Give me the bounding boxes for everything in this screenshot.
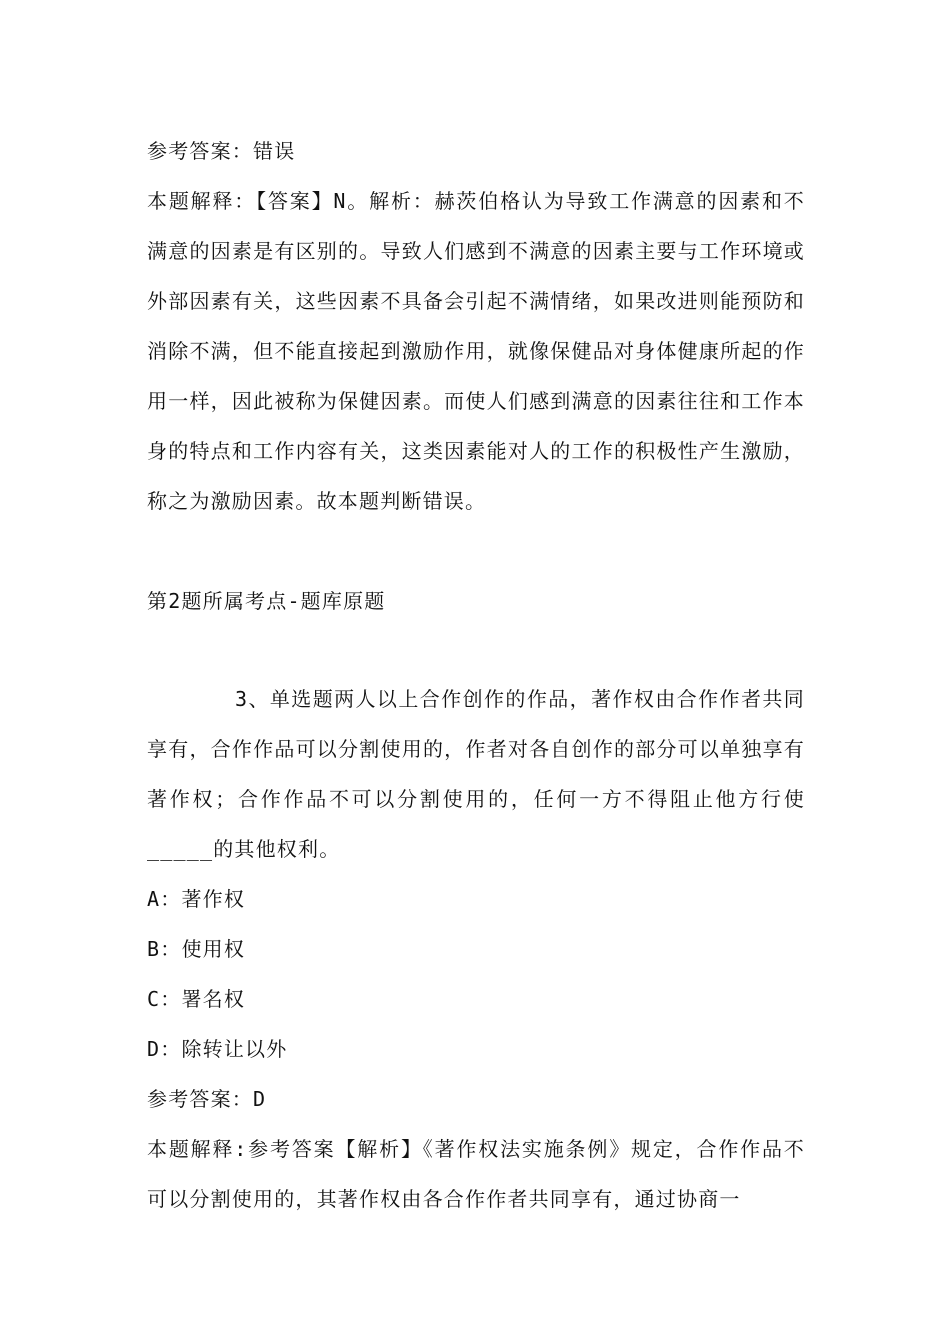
q3-option-a: A：著作权 [147,887,246,911]
q3-option-b: B：使用权 [147,937,246,961]
q3-stem: 3、单选题两人以上合作创作的作品，著作权由合作作者共同享有，合作作品可以分割使用的，作者对各自创作的部分可以单独享有著作权；合作作品不可以分割使用的，任何一方不得阻止他方行使_____的其他权利。 [147,687,805,861]
q3-option-d: D：除转让以外 [147,1037,288,1061]
q3-option-c: C：署名权 [147,987,246,1011]
q1-answer: 参考答案：错误 [147,139,296,163]
topic-note: 第2题所属考点-题库原题 [147,589,386,613]
q1-explanation: 本题解释：【答案】N。解析：赫茨伯格认为导致工作满意的因素和不满意的因素是有区别的。导致人们感到不满意的因素主要与工作环境或外部因素有关，这些因素不具备会引起不满情绪，如果改进则能预防和消除不满，但不能直接起到激励作用，就像保健品对身体健康所起的作用一样，因此被称为保健因素。而使人们感到满意的因素往往和工作本身的特点和工作内容有关，这类因素能对人的工作的积极性产生激励，称之为激励因素。故本题判断错误。 [147,189,805,513]
q3-answer: 参考答案：D [147,1087,267,1111]
q3-explanation: 本题解释:参考答案【解析】《著作权法实施条例》规定，合作作品不可以分割使用的，其著作权由各合作作者共同享有，通过协商一 [147,1137,805,1211]
